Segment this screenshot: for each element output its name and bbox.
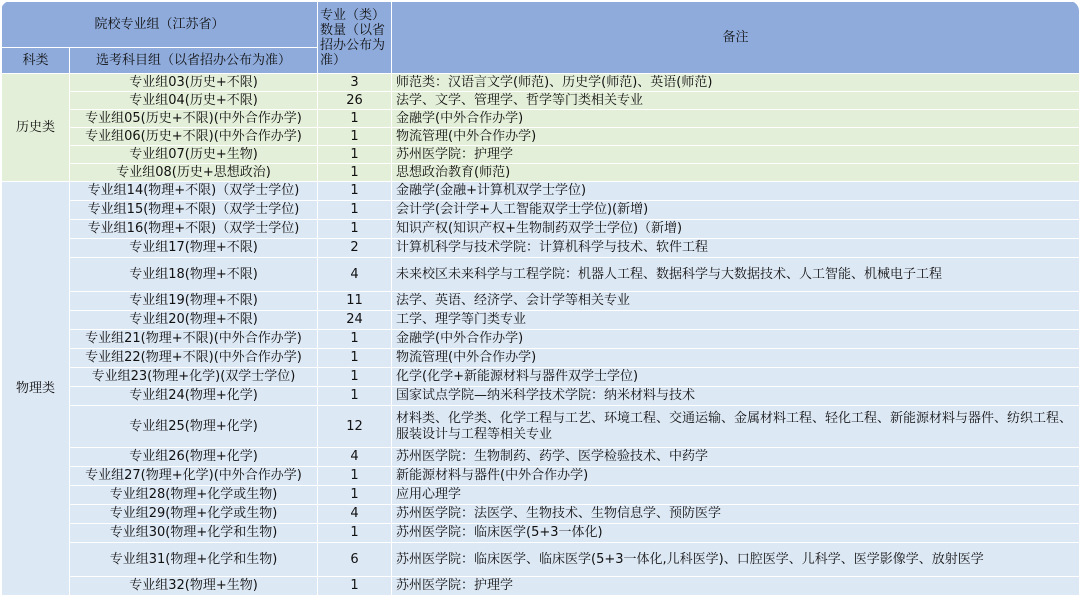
group-cell: 专业组24(物理+化学): [70, 387, 318, 406]
header-count: 专业（类）数量（以省招办公布为准）: [318, 2, 392, 74]
count-cell: 6: [318, 543, 392, 577]
table-row: [2, 467, 1080, 486]
note-cell: 法学、英语、经济学、会计学等相关专业: [392, 292, 1079, 311]
table-row: [2, 258, 1080, 292]
table-row: [2, 92, 1080, 110]
group-cell: 专业组25(物理+化学): [70, 406, 318, 448]
count-cell: 1: [318, 220, 392, 239]
table-row: [2, 164, 1080, 182]
group-cell: 专业组23(物理+化学)(双学士学位): [70, 368, 318, 387]
note-cell: 国家试点学院—纳米科学技术学院：纳米材料与技术: [392, 387, 1079, 406]
group-cell: 专业组22(物理+不限)(中外合作办学): [70, 349, 318, 368]
count-cell: 1: [318, 387, 392, 406]
group-cell: 专业组17(物理+不限): [70, 239, 318, 258]
header-subject-group: 选考科目组（以省招办公布为准）: [70, 48, 318, 74]
header-category: 科类: [2, 48, 70, 74]
group-cell: 专业组07(历史+生物): [70, 146, 318, 164]
group-cell: 专业组29(物理+化学或生物): [70, 505, 318, 524]
group-cell: 专业组20(物理+不限): [70, 311, 318, 330]
note-cell: 师范类：汉语言文学(师范)、历史学(师范)、英语(师范): [392, 74, 1079, 92]
count-cell: 4: [318, 505, 392, 524]
admission-table: [1, 1, 1079, 596]
group-cell: 专业组27(物理+化学)(中外合作办学): [70, 467, 318, 486]
table-row: [2, 128, 1080, 146]
count-cell: 1: [318, 182, 392, 201]
count-cell: 26: [318, 92, 392, 110]
note-cell: 金融学(金融+计算机双学士学位): [392, 182, 1079, 201]
count-cell: 1: [318, 486, 392, 505]
table-row: [2, 220, 1080, 239]
header-remarks: 备注: [392, 2, 1079, 74]
table-row: [2, 239, 1080, 258]
note-cell: 苏州医学院：临床医学、临床医学(5+3一体化,儿科医学)、口腔医学、儿科学、医学影像学、放射医学: [392, 543, 1079, 577]
note-cell: 物流管理(中外合作办学): [392, 349, 1079, 368]
group-cell: 专业组14(物理+不限)（双学士学位): [70, 182, 318, 201]
table-row: [2, 146, 1080, 164]
group-cell: 专业组19(物理+不限): [70, 292, 318, 311]
note-cell: 应用心理学: [392, 486, 1079, 505]
group-cell: 专业组28(物理+化学或生物): [70, 486, 318, 505]
note-cell: 计算机科学与技术学院：计算机科学与技术、软件工程: [392, 239, 1079, 258]
count-cell: 1: [318, 128, 392, 146]
table-row: [2, 387, 1080, 406]
table-row: [2, 201, 1080, 220]
count-cell: 4: [318, 258, 392, 292]
note-cell: 苏州医学院：法医学、生物技术、生物信息学、预防医学: [392, 505, 1079, 524]
physics-category-cell: 物理类: [2, 182, 70, 596]
table-row: [2, 524, 1080, 543]
history-section: [2, 74, 1080, 182]
count-cell: 1: [318, 201, 392, 220]
table-row: [2, 577, 1080, 596]
history-category-cell: 历史类: [2, 74, 70, 182]
note-cell: 工学、理学等门类专业: [392, 311, 1079, 330]
note-cell: 金融学(中外合作办学): [392, 110, 1079, 128]
physics-section: [2, 182, 1080, 596]
group-cell: 专业组21(物理+不限)(中外合作办学): [70, 330, 318, 349]
table-row: [2, 543, 1080, 577]
table-row: [2, 505, 1080, 524]
note-cell: 会计学(会计学+人工智能双学士学位)(新增): [392, 201, 1079, 220]
count-cell: 11: [318, 292, 392, 311]
table-row: [2, 330, 1080, 349]
table-row: [2, 182, 1080, 201]
table-row: [2, 486, 1080, 505]
count-cell: 1: [318, 349, 392, 368]
note-cell: 知识产权(知识产权+生物制药双学士学位)（新增): [392, 220, 1079, 239]
count-cell: 1: [318, 467, 392, 486]
note-cell: 新能源材料与器件(中外合作办学): [392, 467, 1079, 486]
count-cell: 1: [318, 577, 392, 596]
note-cell: 苏州医学院：生物制药、药学、医学检验技术、中药学: [392, 448, 1079, 467]
note-cell: 未来校区未来科学与工程学院：机器人工程、数据科学与大数据技术、人工智能、机械电子工程: [392, 258, 1079, 292]
count-cell: 1: [318, 330, 392, 349]
count-cell: 12: [318, 406, 392, 448]
table-row: [2, 110, 1080, 128]
count-cell: 1: [318, 368, 392, 387]
count-cell: 1: [318, 146, 392, 164]
table-row: [2, 349, 1080, 368]
group-cell: 专业组32(物理+生物): [70, 577, 318, 596]
count-cell: 2: [318, 239, 392, 258]
group-cell: 专业组18(物理+不限): [70, 258, 318, 292]
group-cell: 专业组26(物理+化学): [70, 448, 318, 467]
count-cell: 3: [318, 74, 392, 92]
note-cell: 苏州医学院：护理学: [392, 146, 1079, 164]
count-cell: 1: [318, 110, 392, 128]
table-row: [2, 292, 1080, 311]
group-cell: 专业组31(物理+化学和生物): [70, 543, 318, 577]
group-cell: 专业组30(物理+化学和生物): [70, 524, 318, 543]
note-cell: 材料类、化学类、化学工程与工艺、环境工程、交通运输、金属材料工程、轻化工程、新能源材料与器件、纺织工程、服装设计与工程等相关专业: [392, 406, 1079, 448]
table-row: [2, 368, 1080, 387]
note-cell: 化学(化学+新能源材料与器件双学士学位): [392, 368, 1079, 387]
header-school-group: 院校专业组（江苏省）: [2, 2, 318, 48]
group-cell: 专业组05(历史+不限)(中外合作办学): [70, 110, 318, 128]
group-cell: 专业组15(物理+不限)（双学士学位): [70, 201, 318, 220]
note-cell: 苏州医学院：临床医学(5+3一体化): [392, 524, 1079, 543]
count-cell: 24: [318, 311, 392, 330]
note-cell: 思想政治教育(师范): [392, 164, 1079, 182]
admission-table-container: [1, 1, 1079, 612]
count-cell: 4: [318, 448, 392, 467]
note-cell: 法学、文学、管理学、哲学等门类相关专业: [392, 92, 1079, 110]
table-row: [2, 311, 1080, 330]
table-row: [2, 448, 1080, 467]
group-cell: 专业组04(历史+不限): [70, 92, 318, 110]
group-cell: 专业组16(物理+不限)（双学士学位): [70, 220, 318, 239]
note-cell: 金融学(中外合作办学): [392, 330, 1079, 349]
group-cell: 专业组08(历史+思想政治): [70, 164, 318, 182]
count-cell: 1: [318, 524, 392, 543]
table-row: [2, 74, 1080, 92]
count-cell: 1: [318, 164, 392, 182]
table-row: [2, 406, 1080, 448]
group-cell: 专业组06(历史+不限)(中外合作办学): [70, 128, 318, 146]
note-cell: 苏州医学院：护理学: [392, 577, 1079, 596]
group-cell: 专业组03(历史+不限): [70, 74, 318, 92]
note-cell: 物流管理(中外合作办学): [392, 128, 1079, 146]
